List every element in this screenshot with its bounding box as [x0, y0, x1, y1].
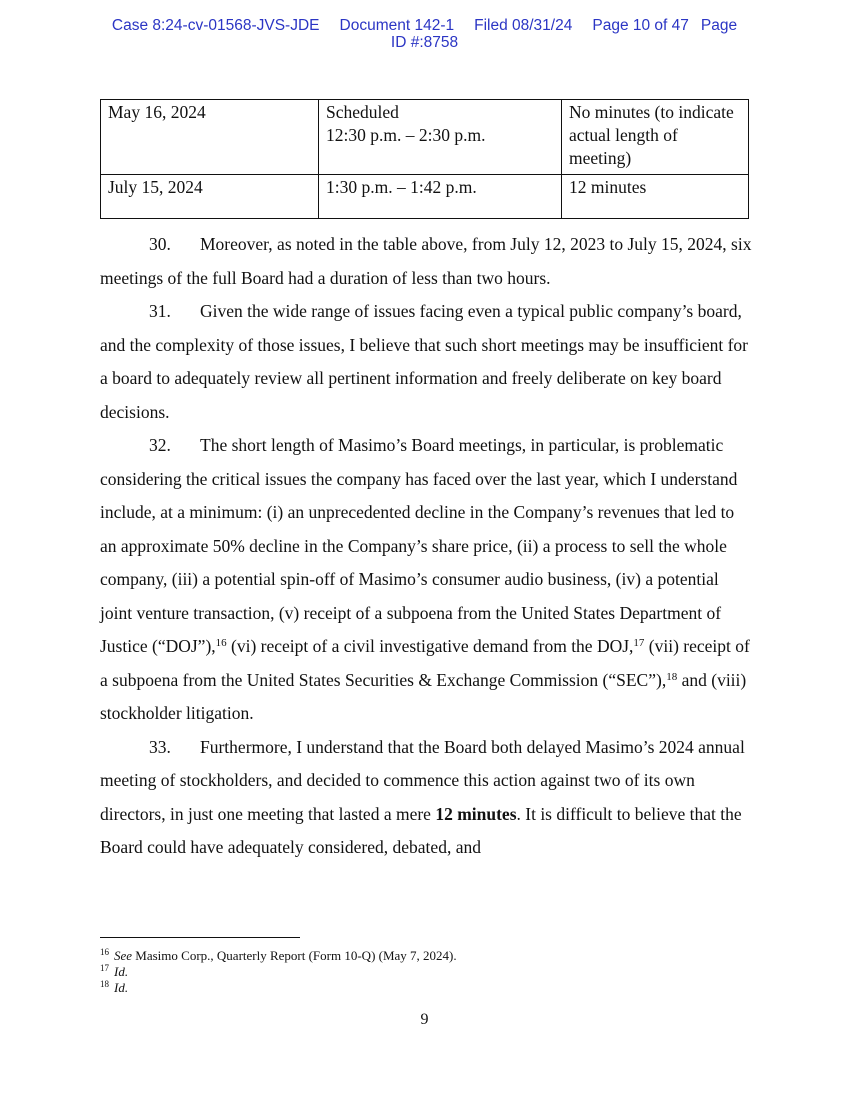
- paragraph-30: 30. Moreover, as noted in the table above, from July 12, 2023 to July 15, 2024, six meetings of the full Board had a duration of less than two hours.: [100, 234, 752, 288]
- paragraph-32: 32. The short length of Masimo’s Board meetings, in particular, is problematic considering the critical issues the company has faced over the last year, which I understand include, at a minimum: (i) an unprecedented decline in the Company’s revenues that led to an approximate 50% decline in the Company’s share price, (ii) a process to sell the whole company, (iii) a potential spin-off of Masimo’s consumer audio business, (iv) a potential joint venture transaction, (v) receipt of a subpoena from the United States Department of Justice (“DOJ”),$^{16}$ (vi) receipt of a civil investigative demand from the DOJ,$^{17}$ (vii) receipt of a subpoena from the United States Securities & Exchange Commission (“SEC”),$^{18}$ and (viii) stockholder litigation.: [100, 435, 750, 723]
- page-number: 9: [420, 1011, 429, 1028]
- time-cell: Scheduled 12:30 p.m. – 2:30 p.m.: [319, 100, 562, 175]
- length-cell: 12 minutes: [562, 175, 749, 219]
- footnote-16: $^{16}$ See Masimo Corp., Quarterly Report (Form 10-Q) (May 7, 2024).: [100, 947, 457, 963]
- filed-date: Filed 08/31/24: [474, 17, 573, 34]
- paragraph-33: 33. Furthermore, I understand that the Board both delayed Masimo’s 2024 annual meeting of stockholders, and decided to commence this action against two of its own directors, in just one meeting that lasted a mere 12 minutes. It is difficult to believe that the Board could have adequately considered, debated, and: [100, 736, 745, 857]
- date-cell: July 15, 2024: [101, 175, 319, 219]
- footnote-18: $^{18}$ Id.: [100, 979, 129, 995]
- footnote-17: $^{17}$ Id.: [100, 963, 129, 979]
- footnote-ref: 18: [666, 670, 678, 683]
- document-body: [100, 228, 752, 865]
- table-row: [101, 100, 749, 175]
- case-header: [0, 17, 849, 51]
- page-count: Page 10 of 47: [592, 17, 689, 34]
- meetings-table: [100, 99, 749, 219]
- length-cell: No minutes (to indicate actual length of meeting): [562, 100, 749, 175]
- footnote-ref: 17: [633, 637, 645, 649]
- footnote-divider: [100, 937, 300, 938]
- bold-duration: 12 minutes: [435, 803, 517, 824]
- date-cell: May 16, 2024: [101, 100, 319, 175]
- page-id: ID #:8758: [390, 34, 459, 51]
- footnote-ref: 16: [215, 637, 227, 649]
- case-number: Case 8:24-cv-01568-JVS-JDE: [111, 17, 320, 34]
- time-cell: 1:30 p.m. – 1:42 p.m.: [319, 175, 562, 219]
- page-word: Page: [700, 17, 738, 34]
- paragraph-31: 31. Given the wide range of issues facing even a typical public company’s board, and the complexity of those issues, I believe that such short meetings may be insufficient for a board to adequately review all pertinent information and freely deliberate on key board decisions.: [100, 301, 748, 422]
- document-number: Document 142-1: [339, 17, 455, 34]
- table-row: [101, 175, 749, 219]
